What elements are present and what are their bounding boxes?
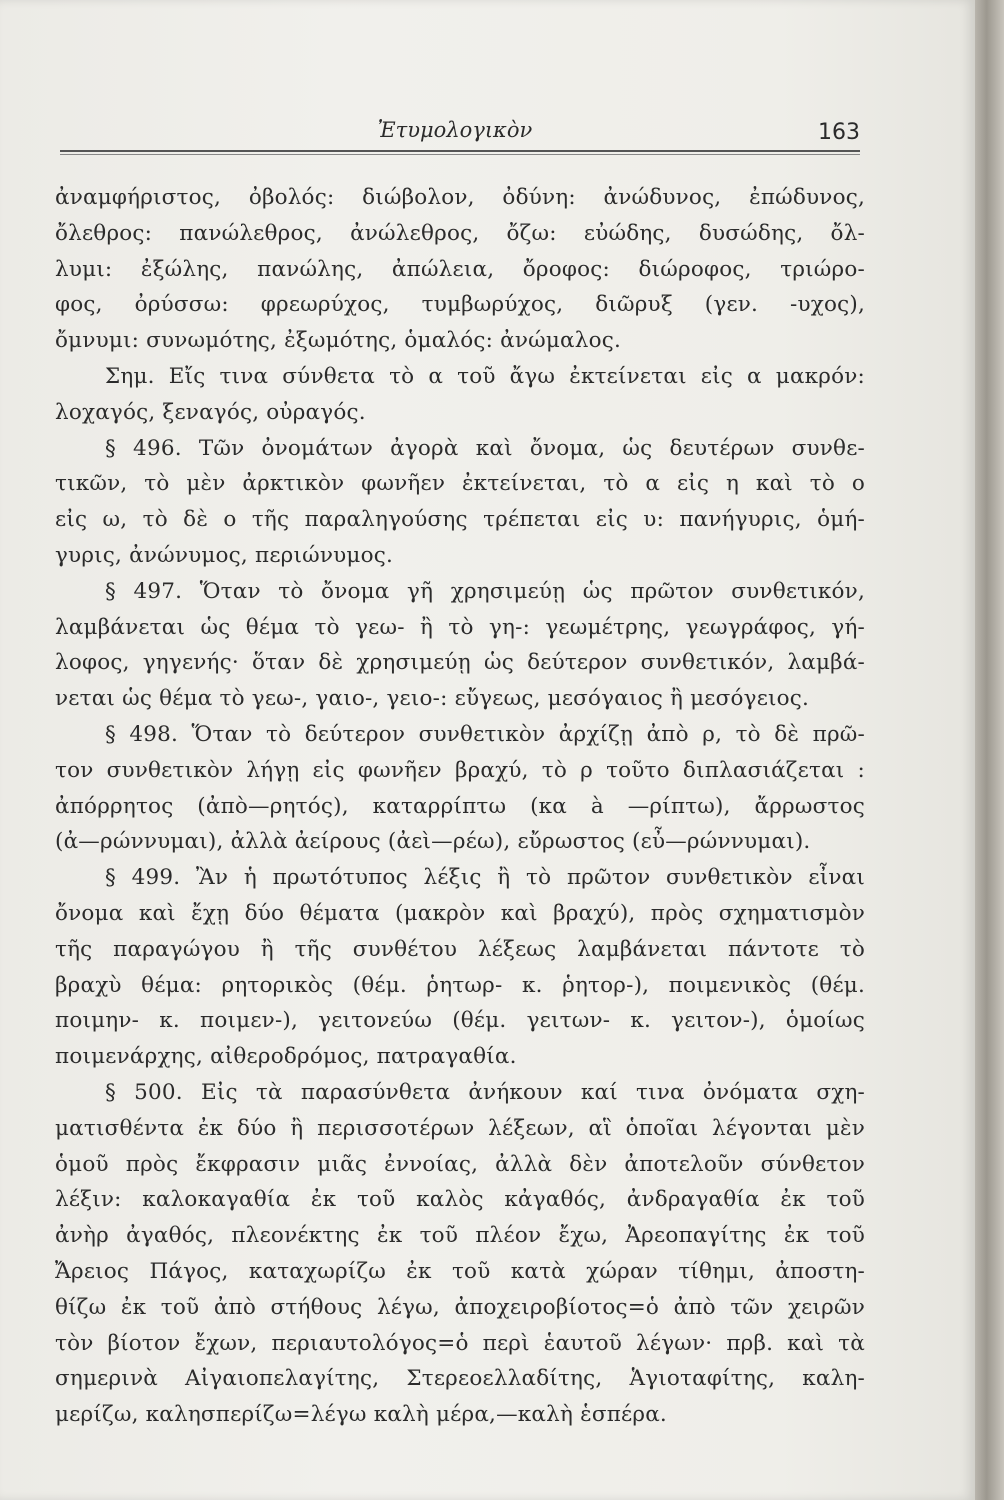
text-line: § 497. Ὅταν τὸ ὄνομα γῆ χρησιμεύῃ ὡς πρῶτον συνθετικόν, xyxy=(105,578,865,604)
text-line: § 496. Τῶν ὀνομάτων ἀγορὰ καὶ ὄνομα, ὡς δευτέρων συνθε- xyxy=(105,435,865,461)
text-line: μερίζω, καλησπερίζω=λέγω καλὴ μέρα,—καλὴ ἑσπέρα. xyxy=(55,1402,667,1428)
text-line: λέξιν: καλοκαγαθία ἐκ τοῦ καλὸς κἀγαθός, ἀνδραγαθία ἐκ τοῦ xyxy=(55,1187,865,1213)
text-line: ἀναμφήριστος, ὀβολός: διώβολον, ὀδύνη: ἀνώδυνος, ἐπώδυνος, xyxy=(55,185,865,210)
text-line: Ἄρειος Πάγος, καταχωρίζω ἐκ τοῦ κατὰ χώραν τίθημι, ἀποστη- xyxy=(55,1258,865,1284)
page-number: 163 xyxy=(818,120,860,145)
body-text xyxy=(55,180,865,1433)
text-line: ἀνὴρ ἀγαθός, πλεονέκτης ἐκ τοῦ πλέον ἔχω, Ἀρεοπαγίτης ἐκ τοῦ xyxy=(55,1223,865,1249)
text-line: (ἀ—ρώννυμαι), ἀλλὰ ἀείρους (ἀεὶ—ρέω), εὔρωστος (εὖ—ρώννυμαι). xyxy=(55,829,811,855)
text-line: λυμι: ἐξώλης, πανώλης, ἀπώλεια, ὄροφος: διώροφος, τριώρο- xyxy=(55,256,865,282)
page-header xyxy=(60,114,860,158)
running-title: Ἐτυμολογικὸν xyxy=(377,118,533,142)
text-line: φος, ὀρύσσω: φρεωρύχος, τυμβωρύχος, διῶρυξ (γεν. -υχος), xyxy=(55,292,865,318)
text-line: βραχὺ θέμα: ρητορικὸς (θέμ. ῥητωρ- κ. ῥητορ-), ποιμενικὸς (θέμ. xyxy=(55,972,865,998)
text-line: ὁμοῦ πρὸς ἔκφρασιν μιᾶς ἐννοίας, ἀλλὰ δὲν ἀποτελοῦν σύνθετον xyxy=(55,1151,865,1177)
text-line: τον συνθετικὸν λήγῃ εἰς φωνῆεν βραχύ, τὸ ρ τοῦτο διπλασιάζεται : xyxy=(55,757,865,783)
text-line: ὄμνυμι: συνωμότης, ἐξωμότης, ὁμαλός: ἀνώμαλος. xyxy=(55,328,621,354)
header-rule-thin xyxy=(60,154,860,155)
text-line: ὄνομα καὶ ἔχῃ δύο θέματα (μακρὸν καὶ βραχύ), πρὸς σχηματισμὸν xyxy=(55,900,865,926)
header-rule xyxy=(60,150,860,152)
text-line: θίζω ἐκ τοῦ ἀπὸ στήθους λέγω, ἀποχειροβίοτος=ὁ ἀπὸ τῶν χειρῶν xyxy=(55,1294,865,1320)
page-edge xyxy=(975,0,1004,1500)
text-line: γυρις, ἀνώνυμος, περιώνυμος. xyxy=(55,542,393,568)
text-line: νεται ὡς θέμα τὸ γεω-, γαιο-, γειο-: εὔγεως, μεσόγαιος ἢ μεσόγειος. xyxy=(55,686,810,712)
text-line: εἰς ω, τὸ δὲ ο τῆς παραληγούσης τρέπεται εἰς υ: πανήγυρις, ὁμή- xyxy=(55,507,865,533)
text-line: ποιμενάρχης, αἰθεροδρόμος, πατραγαθία. xyxy=(55,1044,517,1070)
text-line: τικῶν, τὸ μὲν ἀρκτικὸν φωνῆεν ἐκτείνεται, τὸ α εἰς η καὶ τὸ ο xyxy=(55,471,865,497)
text-line: Σημ. Εἴς τινα σύνθετα τὸ α τοῦ ἄγω ἐκτείνεται εἰς α μακρόν: xyxy=(105,363,865,389)
text-line: § 499. Ἂν ἡ πρωτότυπος λέξις ἢ τὸ πρῶτον συνθετικὸν εἶναι xyxy=(105,865,865,891)
text-line: § 498. Ὅταν τὸ δεύτερον συνθετικὸν ἀρχίζῃ ἀπὸ ρ, τὸ δὲ πρῶ- xyxy=(105,721,865,747)
text-line: λοχαγός, ξεναγός, οὐραγός. xyxy=(55,399,366,425)
text-line: σημερινὰ Αἰγαιοπελαγίτης, Στερεοελλαδίτης, Ἁγιοταφίτης, καλη- xyxy=(55,1366,865,1392)
text-line: ὄλεθρος: πανώλεθρος, ἀνώλεθρος, ὄζω: εὐώδης, δυσώδης, ὄλ- xyxy=(55,220,865,246)
text-line: ματισθέντα ἐκ δύο ἢ περισσοτέρων λέξεων, αἳ ὁποῖαι λέγονται μὲν xyxy=(55,1115,865,1141)
text-line: λαμβάνεται ὡς θέμα τὸ γεω- ἢ τὸ γη-: γεωμέτρης, γεωγράφος, γή- xyxy=(55,614,865,640)
text-line: ποιμην- κ. ποιμεν-), γειτονεύω (θέμ. γειτων- κ. γειτον-), ὁμοίως xyxy=(55,1008,865,1034)
text-line: τὸν βίοτον ἔχων, περιαυτολόγος=ὁ περὶ ἑαυτοῦ λέγων· πρβ. καὶ τὰ xyxy=(55,1330,865,1356)
text-line: λοφος, γηγενής· ὅταν δὲ χρησιμεύῃ ὡς δεύτερον συνθετικόν, λαμβά- xyxy=(55,650,865,676)
text-line: ἀπόρρητος (ἀπὸ—ρητός), καταρρίπτω (κα à —ρίπτω), ἄρρωστος xyxy=(55,793,865,819)
text-line: § 500. Εἰς τὰ παρασύνθετα ἀνήκουν καί τινα ὀνόματα σχη- xyxy=(105,1079,865,1105)
text-line: τῆς παραγώγου ἢ τῆς συνθέτου λέξεως λαμβάνεται πάντοτε τὸ xyxy=(55,936,865,962)
